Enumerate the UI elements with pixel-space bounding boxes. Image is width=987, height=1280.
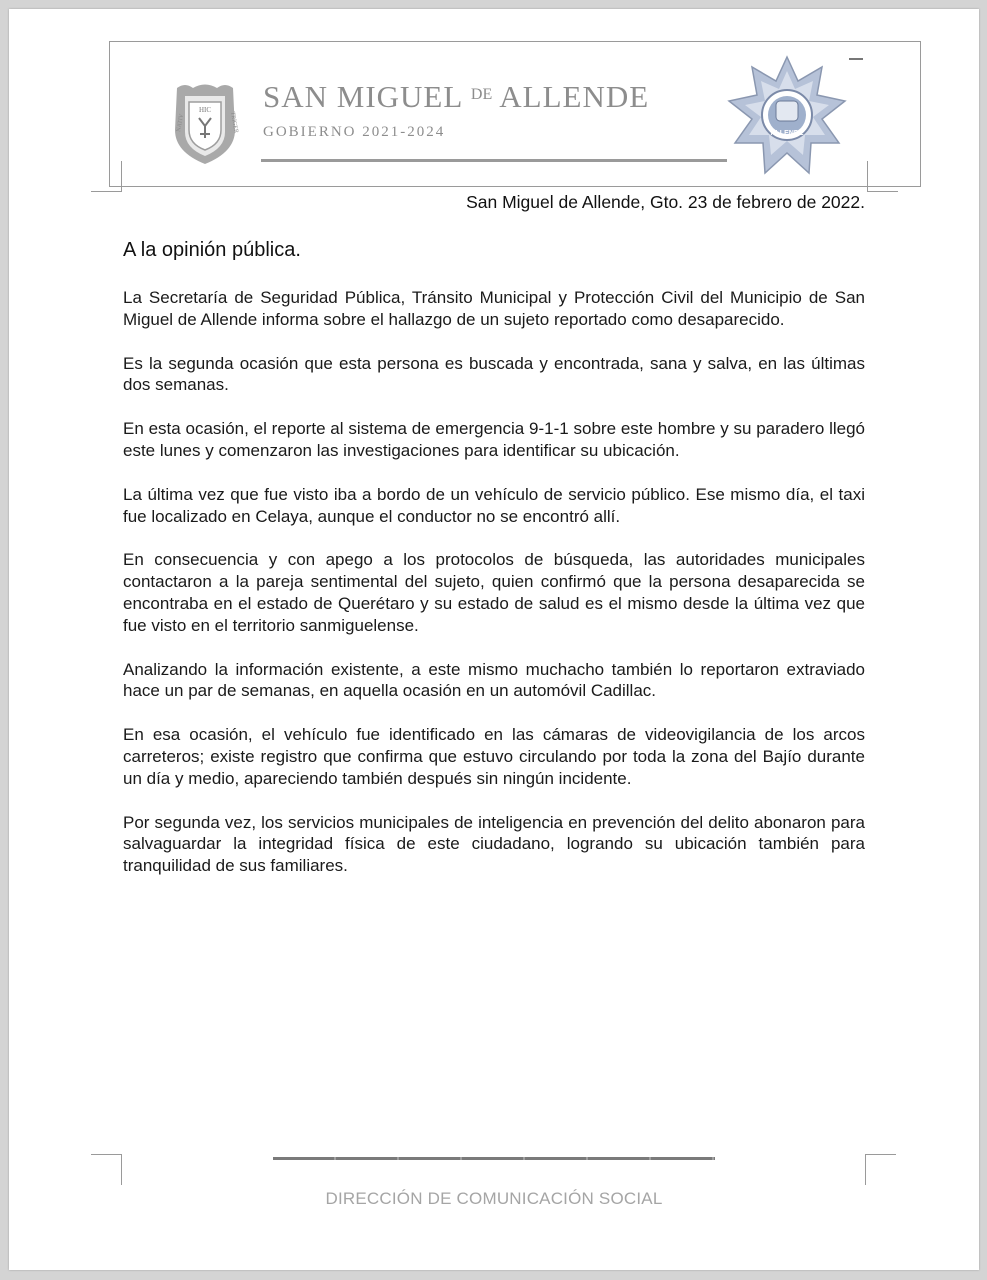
paragraph-7: En esa ocasión, el vehículo fue identificado en las cámaras de videovigilancia de los arcos carreteros; existe registro que confirma que estuvo circulando por toda la zona del Bajío durante un día y medio, apareciendo también después sin ningún incidente. <box>123 725 865 788</box>
brand-title-part1: SAN MIGUEL <box>263 79 463 114</box>
salutation: A la opinión pública. <box>123 239 301 261</box>
header-mark <box>849 58 863 60</box>
brand-underline <box>261 159 727 162</box>
crop-mark-bottom-right <box>865 1154 896 1185</box>
paragraph-2: Es la segunda ocasión que esta persona es buscada y encontrada, sana y salva, en las últimas dos semanas. <box>123 353 865 395</box>
paragraph-6: Analizando la información existente, a este mismo muchacho también lo reportaron extraviado hace un par de semanas, en aquella ocasión en un automóvil Cadillac. <box>123 659 865 701</box>
police-badge-icon <box>727 55 847 177</box>
paragraph-4: La última vez que fue visto iba a bordo de un vehículo de servicio público. Ese mismo día, el taxi fue localizado en Celaya, aunque el conductor no se encontró allí. <box>123 484 865 526</box>
badge-text: ALLENDE <box>770 130 804 137</box>
crop-mark-top-right <box>867 161 898 192</box>
coat-text-top: HIC <box>198 106 212 114</box>
paragraph-5: En consecuencia y con apego a los protocolos de búsqueda, las autoridades municipales contactaron a la pareja sentimental del sujeto, quien confirmó que la persona desaparecida se encontraba en el estado de Querétaro y su estado de salud es el mismo desde la última vez que fue visto en el territorio sanmiguelense. <box>123 550 865 635</box>
brand-title-de: DE <box>470 86 493 103</box>
paragraph-8: Por segunda vez, los servicios municipales de inteligencia en prevención del delito abonaron para salvaguardar la integridad física de este ciudadano, logrando su ubicación también para tranquilidad de sus familiares. <box>123 812 865 876</box>
footer-rule <box>273 1157 715 1160</box>
coat-text-right: TRIGER <box>229 111 239 134</box>
document-page <box>9 9 979 1270</box>
coat-text-left: NATIV <box>176 113 186 133</box>
crop-mark-top-left <box>91 161 122 192</box>
municipal-coat-of-arms-icon <box>171 82 239 166</box>
date-line: San Miguel de Allende, Gto. 23 de febrero de 2022. <box>466 192 865 212</box>
brand-title <box>263 79 649 115</box>
footer-department: DIRECCIÓN DE COMUNICACIÓN SOCIAL <box>325 1189 663 1208</box>
letter-body <box>123 287 865 899</box>
brand-title-part2: ALLENDE <box>499 79 650 114</box>
paragraph-1: La Secretaría de Seguridad Pública, Tránsito Municipal y Protección Civil del Municipio de San Miguel de Allende informa sobre el hallazgo de un sujeto reportado como desaparecido. <box>123 288 865 329</box>
crop-mark-bottom-left <box>91 1154 122 1185</box>
brand-subtitle: GOBIERNO 2021-2024 <box>263 124 446 140</box>
paragraph-3: En esta ocasión, el reporte al sistema de emergencia 9-1-1 sobre este hombre y su paradero llegó este lunes y comenzaron las investigaciones para identificar su ubicación. <box>123 419 865 460</box>
